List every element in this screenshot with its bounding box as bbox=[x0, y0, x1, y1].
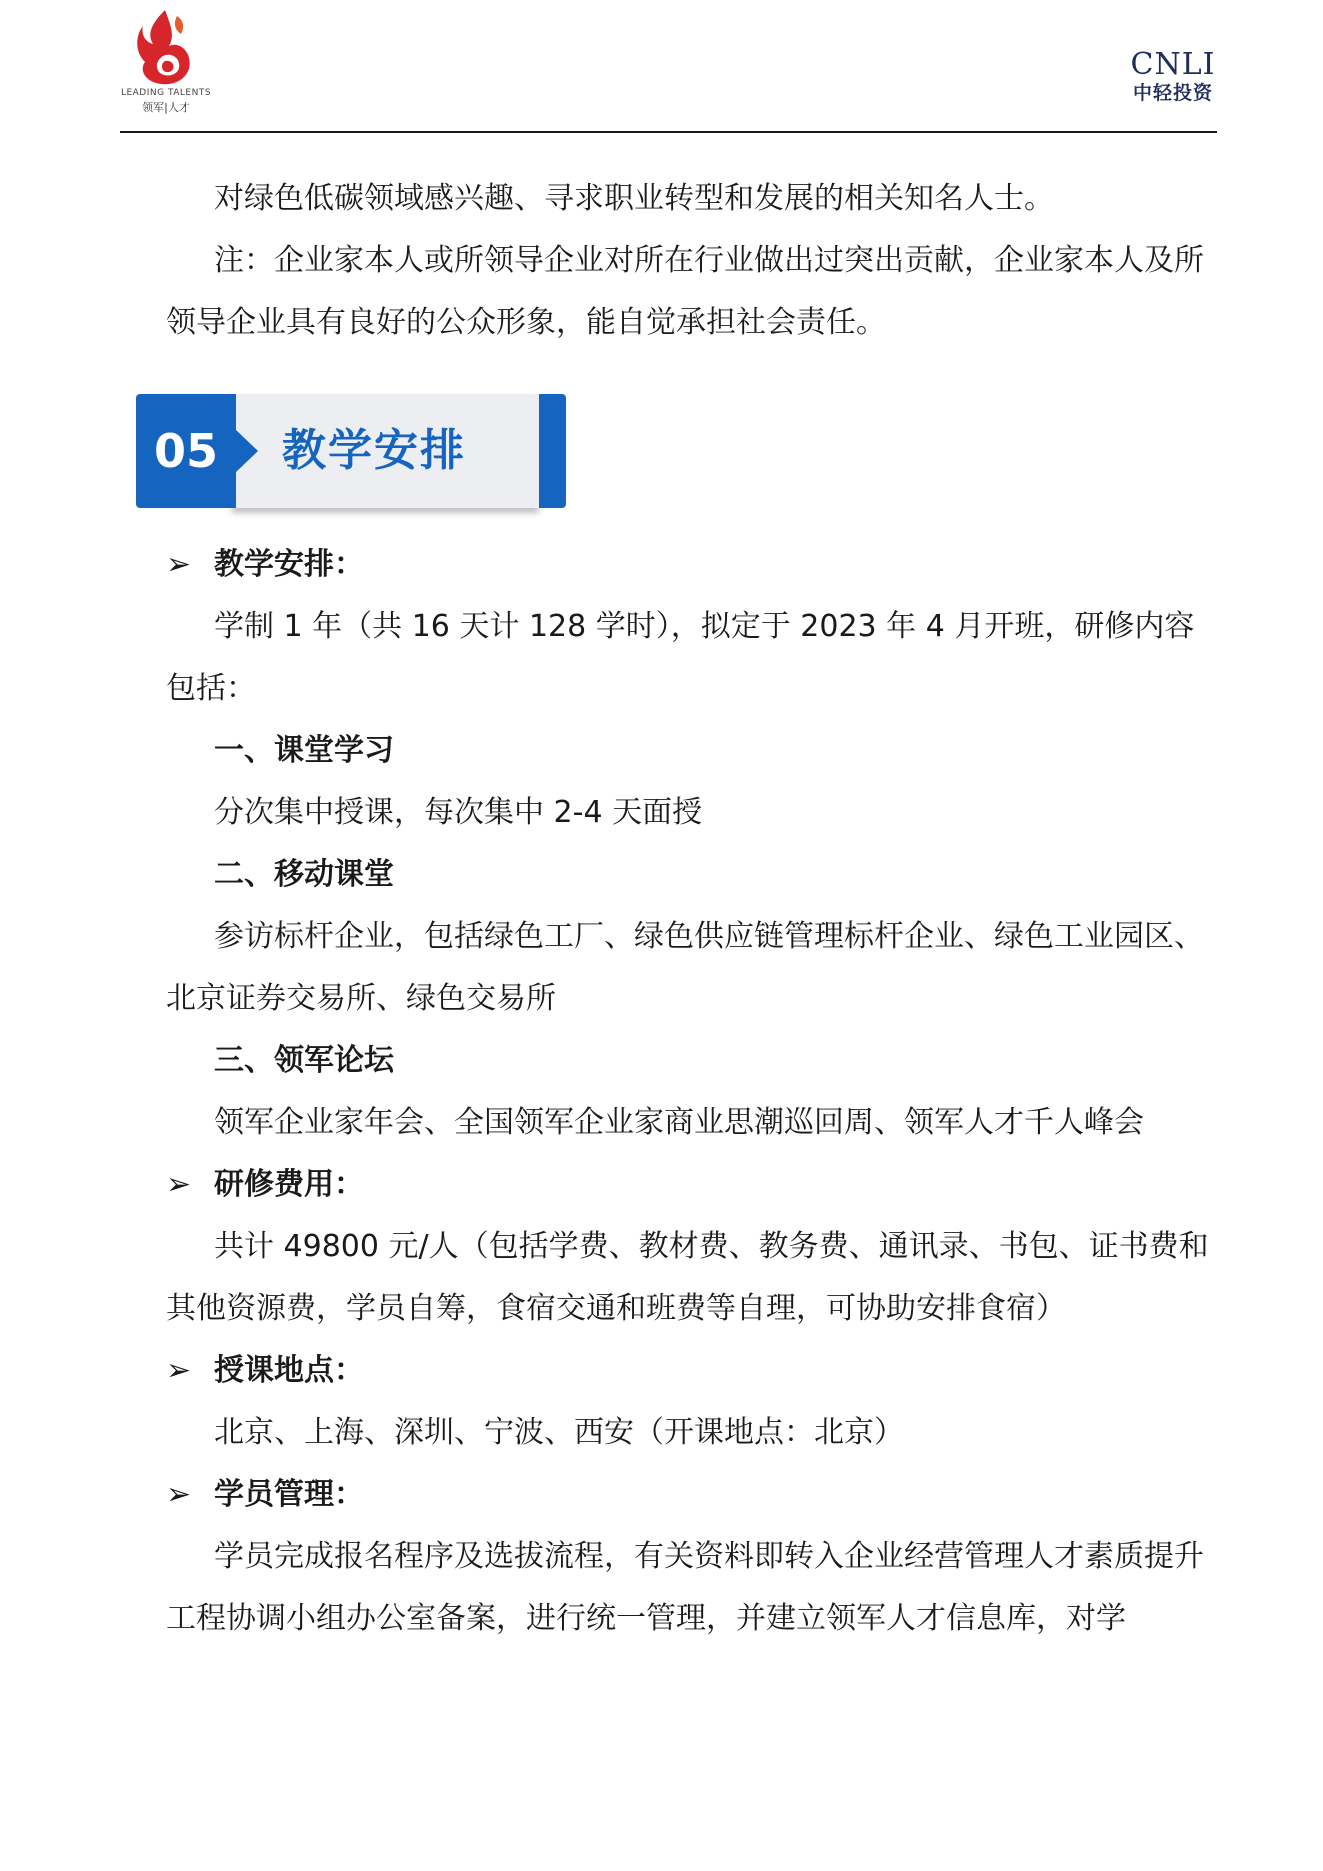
leading-talents-logo bbox=[118, 8, 214, 120]
arrow-bullet-icon: ➢ bbox=[166, 1477, 192, 1512]
section-title: 教学安排 bbox=[282, 425, 466, 476]
teaching-item-title: 三、领军论坛 bbox=[214, 1043, 394, 1078]
location-description: 北京、上海、深圳、宁波、西安（开课地点：北京） bbox=[214, 1415, 904, 1450]
page-content bbox=[153, 168, 1216, 1650]
intro-paragraph: 对绿色低碳领域感兴趣、寻求职业转型和发展的相关知名人士。 bbox=[214, 181, 1054, 216]
teaching-item-desc: 参访标杆企业，包括绿色工厂、绿色供应链管理标杆企业、绿色工业园区、北京证券交易所、绿色交易所 bbox=[166, 919, 1204, 1016]
intro-note: 注：企业家本人或所领导企业对所在行业做出过突出贡献，企业家本人及所领导企业具有良好的公众形象，能自觉承担社会责任。 bbox=[166, 243, 1204, 340]
teaching-item-desc: 领军企业家年会、全国领军企业家商业思潮巡回周、领军人才千人峰会 bbox=[214, 1105, 1144, 1140]
banner-arrow-icon bbox=[236, 430, 258, 472]
logo-english-text: LEADING TALENTS bbox=[120, 88, 212, 98]
teaching-item-desc: 分次集中授课，每次集中 2-4 天面授 bbox=[214, 795, 703, 830]
management-description: 学员完成报名程序及选拔流程，有关资料即转入企业经营管理人才素质提升工程协调小组办公室备案，进行统一管理，并建立领军人才信息库，对学 bbox=[166, 1539, 1204, 1636]
fee-heading bbox=[166, 1154, 1216, 1216]
location-label: 授课地点： bbox=[214, 1353, 364, 1388]
spacer bbox=[166, 354, 1216, 394]
arrow-bullet-icon: ➢ bbox=[166, 1353, 192, 1388]
arrow-bullet-icon: ➢ bbox=[166, 547, 192, 582]
teaching-heading bbox=[166, 534, 1216, 596]
teaching-label: 教学安排： bbox=[214, 547, 364, 582]
teaching-item-title: 一、课堂学习 bbox=[214, 733, 394, 768]
header-divider bbox=[120, 131, 1217, 133]
teaching-item-title: 二、移动课堂 bbox=[214, 857, 394, 892]
banner-end-tab bbox=[539, 394, 566, 508]
section-number: 05 bbox=[153, 424, 218, 478]
cnli-logo bbox=[1128, 48, 1218, 122]
management-label: 学员管理： bbox=[214, 1477, 364, 1512]
cnli-logo-mark: CNLI bbox=[1130, 47, 1216, 82]
flame-icon bbox=[131, 8, 201, 86]
arrow-bullet-icon: ➢ bbox=[166, 1167, 192, 1202]
fee-label: 研修费用： bbox=[214, 1167, 364, 1202]
spacer bbox=[166, 508, 1216, 534]
cnli-logo-chinese: 中轻投资 bbox=[1132, 82, 1213, 104]
management-heading bbox=[166, 1464, 1216, 1526]
page-header bbox=[0, 0, 1323, 135]
teaching-description: 学制 1 年（共 16 天计 128 学时），拟定于 2023 年 4 月开班，研修内容包括： bbox=[166, 609, 1195, 706]
section-banner bbox=[136, 394, 566, 508]
logo-chinese-text: 领军|人才 bbox=[142, 101, 190, 114]
fee-description: 共计 49800 元/人（包括学费、教材费、教务费、通讯录、书包、证书费和其他资源费，学员自筹，食宿交通和班费等自理，可协助安排食宿） bbox=[166, 1229, 1209, 1326]
location-heading bbox=[166, 1340, 1216, 1402]
